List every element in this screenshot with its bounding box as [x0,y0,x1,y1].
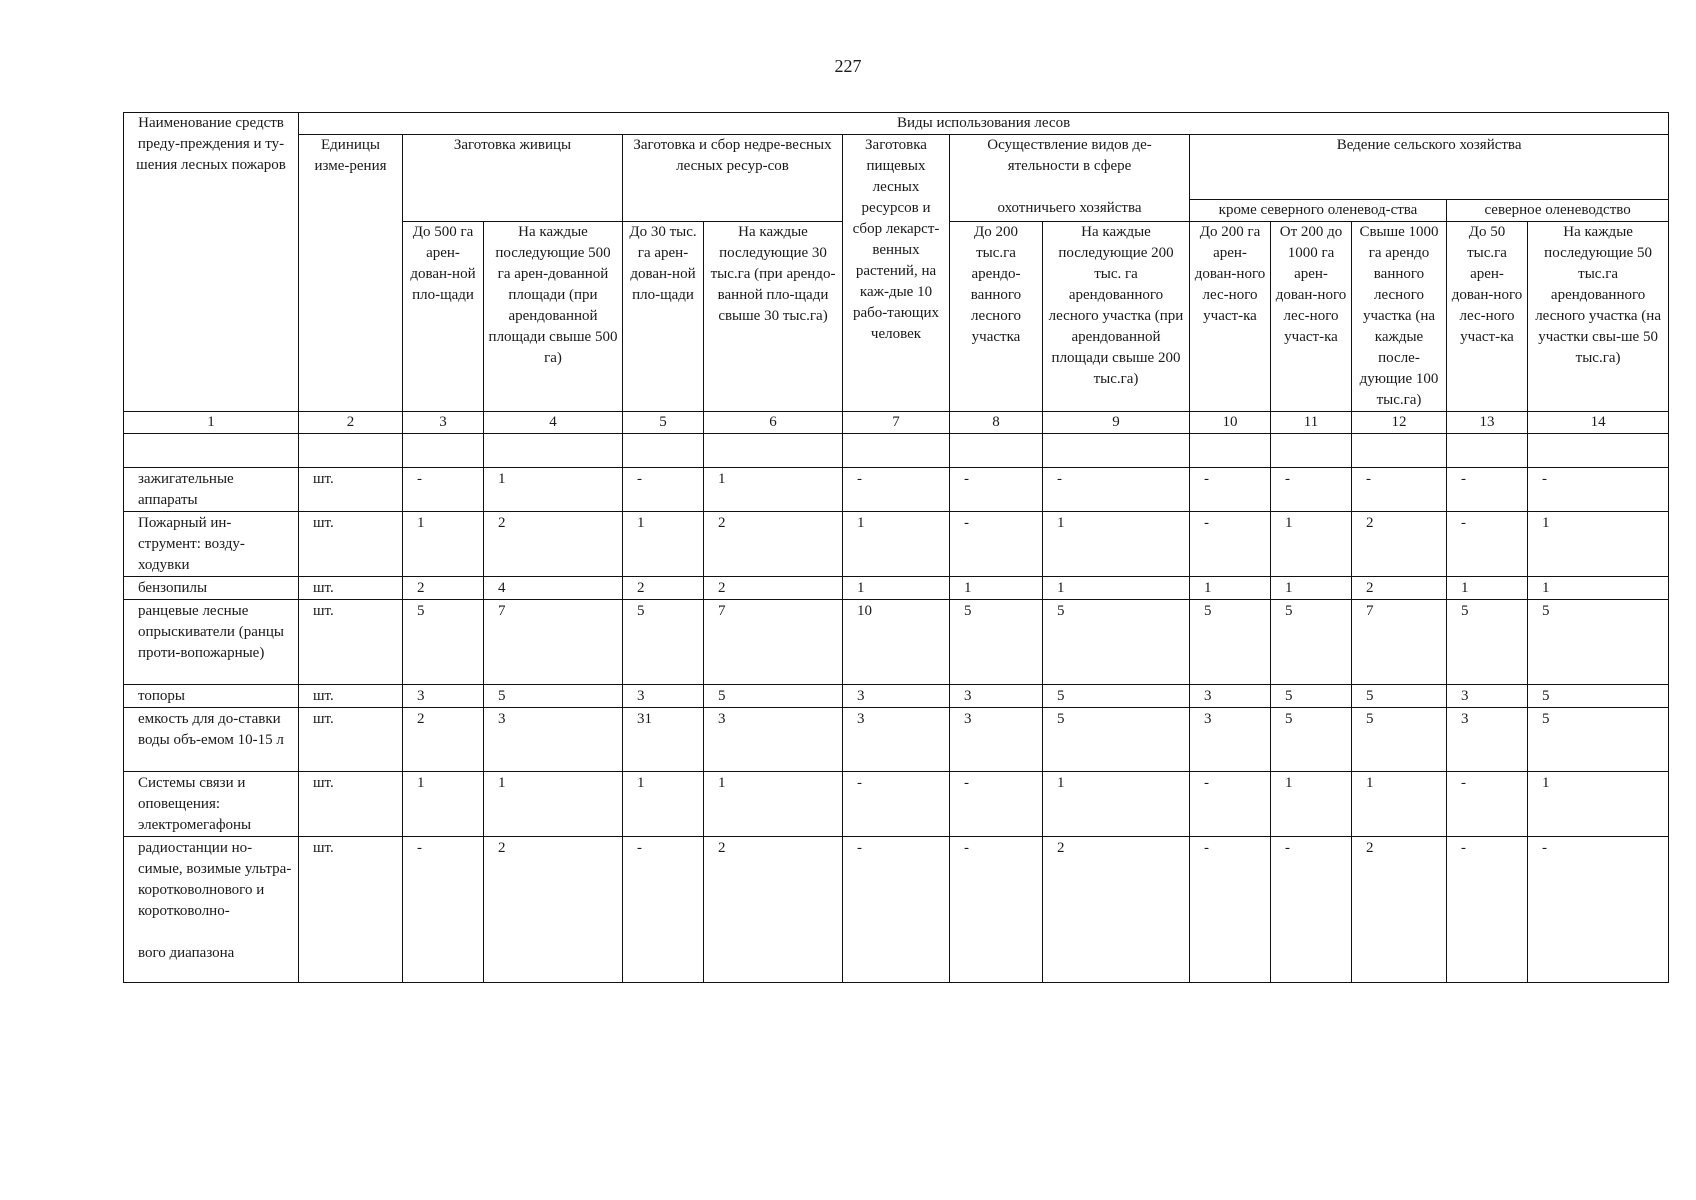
value-cell: - [1271,837,1352,983]
value-cell: 2 [403,708,484,772]
column-number: 5 [623,412,704,434]
equipment-name: Системы связи и оповещения: электромегафоны [124,772,299,837]
value-cell: 5 [950,600,1043,685]
value-cell: 1 [704,772,843,837]
column-number: 8 [950,412,1043,434]
value-cell: - [1447,837,1528,983]
value-cell: - [1447,468,1528,512]
column-numbers-row [124,412,1669,434]
value-cell: 1 [1271,577,1352,600]
value-cell: 3 [950,708,1043,772]
subheader-col4: На каждые последующие 500 га арен-дованной площади (при арендованной площади свыше 500 га) [484,222,623,412]
subheader-col13: До 50 тыс.га арен-дован-ного лес-ного участ-ка [1447,222,1528,412]
unit-cell: шт. [299,468,403,512]
table-row [124,512,1669,577]
value-cell: - [623,468,704,512]
value-cell: 1 [1043,772,1190,837]
value-cell: - [403,837,484,983]
column-number: 3 [403,412,484,434]
value-cell: - [1190,512,1271,577]
value-cell: 1 [1271,772,1352,837]
header-agri-non-reindeer: кроме северного оленевод-ства [1190,200,1447,222]
value-cell: 4 [484,577,623,600]
value-cell: 1 [403,772,484,837]
table-header [124,113,1669,468]
value-cell: 3 [484,708,623,772]
subheader-col12: Свыше 1000 га арендо ванного лесного участка (на каждые после-дующие 100 тыс.га) [1352,222,1447,412]
value-cell: 3 [1447,685,1528,708]
value-cell: 2 [484,512,623,577]
value-cell: - [843,837,950,983]
value-cell: 1 [1447,577,1528,600]
table-row [124,837,1669,983]
column-number: 2 [299,412,403,434]
column-number: 7 [843,412,950,434]
value-cell: - [1528,837,1669,983]
value-cell: 5 [1271,708,1352,772]
subheader-col9: На каждые последующие 200 тыс. га арендованного лесного участка (при арендованной площади свыше 200 тыс.га) [1043,222,1190,412]
subheader-col11: От 200 до 1000 га арен-дован-ного лес-ного участ-ка [1271,222,1352,412]
column-number: 12 [1352,412,1447,434]
value-cell: 31 [623,708,704,772]
header-food-resources: Заготовка пищевых лесных ресурсов и сбор лекарст-венных растений, на каж-дые 10 рабо-тающих человек [843,135,950,412]
equipment-name-part: вого диапазона [138,945,235,961]
value-cell: 3 [843,685,950,708]
column-number: 11 [1271,412,1352,434]
value-cell: 1 [1043,577,1190,600]
header-agri-reindeer: северное оленеводство [1447,200,1669,222]
value-cell: - [403,468,484,512]
value-cell: 2 [1043,837,1190,983]
value-cell: 1 [1352,772,1447,837]
value-cell: 1 [843,512,950,577]
value-cell: 5 [1043,600,1190,685]
subheader-col14: На каждые последующие 50 тыс.га арендованного лесного участка (на участки свы-ше 50 тыс.га) [1528,222,1669,412]
column-number: 1 [124,412,299,434]
equipment-name [124,837,299,983]
value-cell: 5 [623,600,704,685]
unit-cell: шт. [299,685,403,708]
value-cell: 3 [843,708,950,772]
value-cell: 7 [1352,600,1447,685]
value-cell: 3 [403,685,484,708]
subheader-col10: До 200 га арен-дован-ного лес-ного участ-ка [1190,222,1271,412]
value-cell: - [950,837,1043,983]
value-cell: - [1190,772,1271,837]
value-cell: - [1271,468,1352,512]
unit-cell: шт. [299,577,403,600]
unit-cell: шт. [299,512,403,577]
value-cell: 5 [1528,685,1669,708]
equipment-name-part: радиостанции но-симые, возимые ультра-коротковолнового и коротковолно- [138,840,292,919]
subheader-col8: До 200 тыс.га арендо-ванного лесного участка [950,222,1043,412]
value-cell: 1 [484,468,623,512]
value-cell: 2 [403,577,484,600]
value-cell: 5 [1352,708,1447,772]
value-cell: 7 [704,600,843,685]
value-cell: 2 [1352,512,1447,577]
table-row [124,772,1669,837]
value-cell: 5 [1447,600,1528,685]
value-cell: 7 [484,600,623,685]
fire-equipment-table [123,112,1669,983]
header-agriculture: Ведение сельского хозяйства [1190,135,1669,200]
subheader-col6: На каждые последующие 30 тыс.га (при арендо-ванной пло-щади свыше 30 тыс.га) [704,222,843,412]
value-cell: 1 [623,512,704,577]
value-cell: - [1447,512,1528,577]
table-row [124,468,1669,512]
value-cell: 2 [1352,577,1447,600]
table-row [124,685,1669,708]
column-number: 9 [1043,412,1190,434]
value-cell: 1 [1528,512,1669,577]
header-resin-harvest: Заготовка живицы [403,135,623,222]
value-cell: 3 [1447,708,1528,772]
column-number: 10 [1190,412,1271,434]
column-number: 13 [1447,412,1528,434]
value-cell: 1 [1271,512,1352,577]
value-cell: 5 [1190,600,1271,685]
column-number: 4 [484,412,623,434]
value-cell: - [843,468,950,512]
header-units: Единицы изме-рения [299,135,403,412]
table-body [124,468,1669,983]
value-cell: 2 [1352,837,1447,983]
empty-row [124,434,1669,468]
header-hunting [950,135,1190,222]
value-cell: 2 [484,837,623,983]
value-cell: 2 [704,512,843,577]
value-cell: 5 [403,600,484,685]
table-row [124,600,1669,685]
value-cell: - [950,468,1043,512]
equipment-name: топоры [124,685,299,708]
header-nonwood-resources: Заготовка и сбор недре-весных лесных ресур-сов [623,135,843,222]
header-forest-uses: Виды использования лесов [299,113,1669,135]
value-cell: 1 [1528,577,1669,600]
unit-cell: шт. [299,708,403,772]
page-number: 227 [834,56,862,76]
column-number: 14 [1528,412,1669,434]
value-cell: 3 [623,685,704,708]
value-cell: 1 [1043,512,1190,577]
value-cell: 1 [1190,577,1271,600]
header-hunting-bottom: охотничьего хозяйства [997,200,1142,216]
value-cell: 3 [950,685,1043,708]
value-cell: 5 [1352,685,1447,708]
header-equipment-name: Наименование средств преду-преждения и ту-шения лесных пожаров [124,113,299,412]
value-cell: 2 [623,577,704,600]
unit-cell: шт. [299,772,403,837]
value-cell: 1 [403,512,484,577]
column-number: 6 [704,412,843,434]
value-cell: 5 [1043,708,1190,772]
equipment-name: ранцевые лесные опрыскиватели (ранцы проти-вопожарные) [124,600,299,685]
value-cell: 1 [484,772,623,837]
value-cell: - [1190,468,1271,512]
table-row [124,708,1669,772]
value-cell: - [623,837,704,983]
subheader-col3: До 500 га арен-дован-ной пло-щади [403,222,484,412]
value-cell: - [1447,772,1528,837]
value-cell: - [843,772,950,837]
value-cell: - [1043,468,1190,512]
value-cell: 5 [1043,685,1190,708]
value-cell: 1 [843,577,950,600]
value-cell: - [1352,468,1447,512]
unit-cell: шт. [299,600,403,685]
value-cell: - [1190,837,1271,983]
equipment-name: зажигательные аппараты [124,468,299,512]
value-cell: 1 [1528,772,1669,837]
header-hunting-top: Осуществление видов де-ятельности в сфере [987,137,1152,174]
subheader-col5: До 30 тыс. га арен-дован-ной пло-щади [623,222,704,412]
equipment-name: емкость для до-ставки воды объ-емом 10-15 л [124,708,299,772]
value-cell: 2 [704,837,843,983]
value-cell: 5 [1528,708,1669,772]
equipment-name: бензопилы [124,577,299,600]
value-cell: 3 [1190,685,1271,708]
value-cell: 5 [484,685,623,708]
table-row [124,577,1669,600]
value-cell: 5 [704,685,843,708]
equipment-name: Пожарный ин-струмент: возду-ходувки [124,512,299,577]
value-cell: 5 [1271,600,1352,685]
value-cell: 1 [623,772,704,837]
value-cell: - [950,772,1043,837]
value-cell: - [950,512,1043,577]
value-cell: 2 [704,577,843,600]
value-cell: 3 [704,708,843,772]
value-cell: 10 [843,600,950,685]
value-cell: 1 [704,468,843,512]
value-cell: 1 [950,577,1043,600]
value-cell: 5 [1271,685,1352,708]
unit-cell: шт. [299,837,403,983]
value-cell: - [1528,468,1669,512]
value-cell: 5 [1528,600,1669,685]
value-cell: 3 [1190,708,1271,772]
